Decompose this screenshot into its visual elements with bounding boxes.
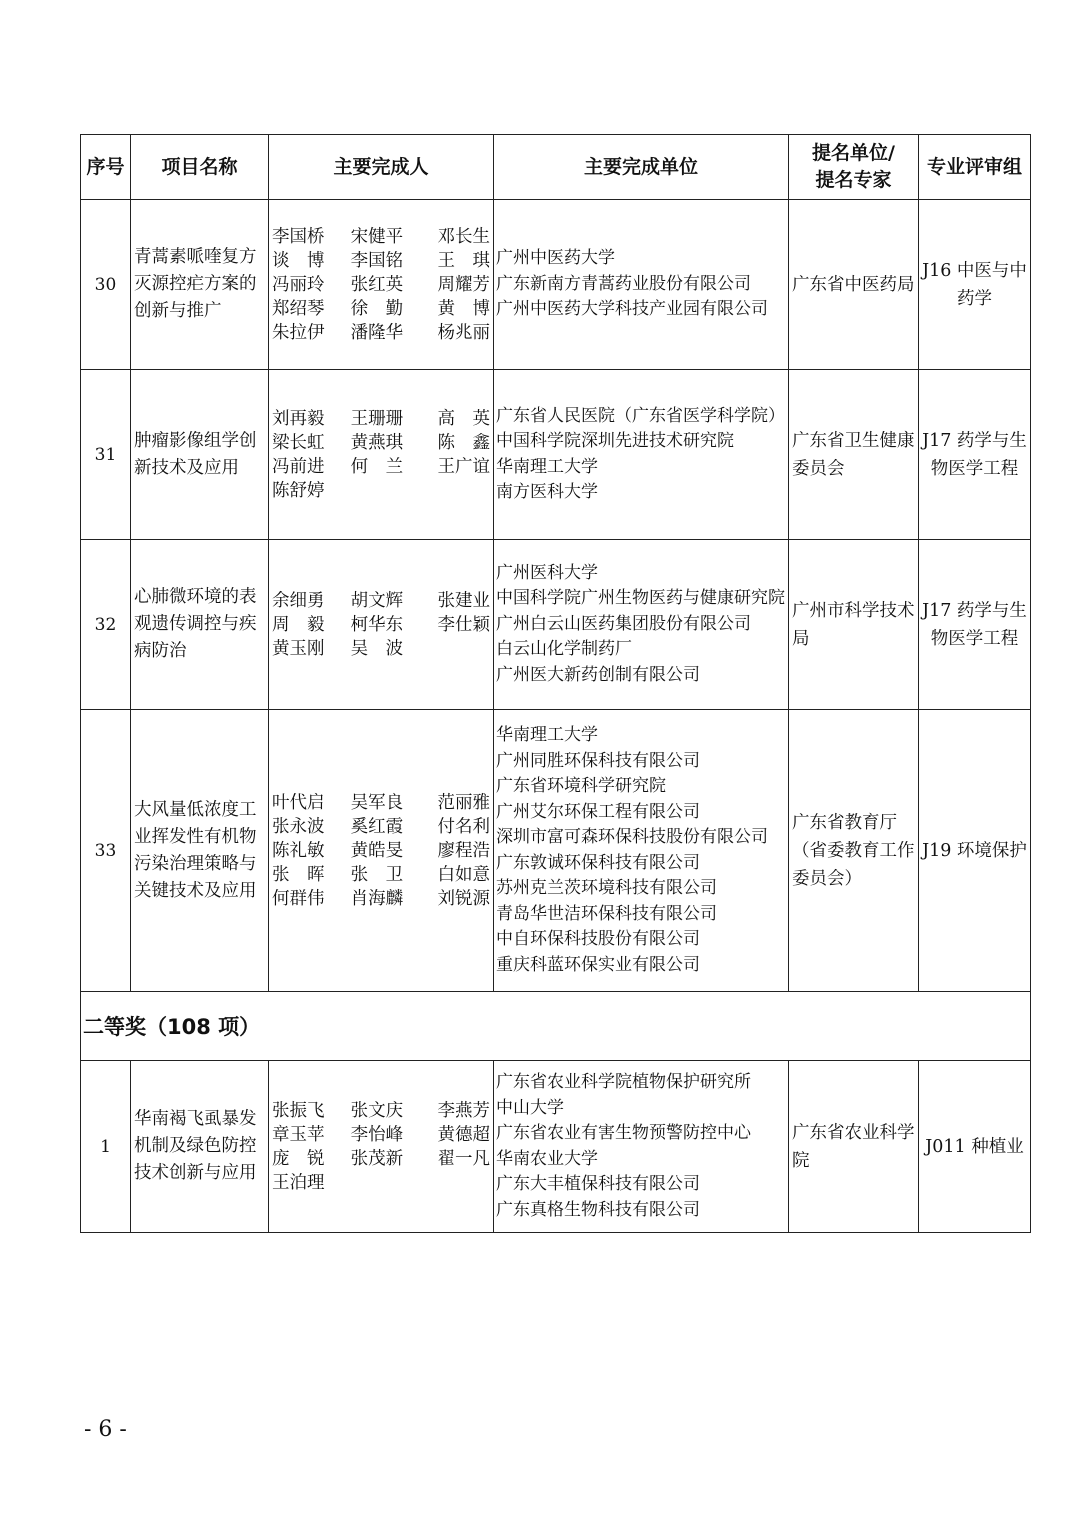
people-list bbox=[272, 791, 490, 911]
unit-name: 广州同胜环保科技有限公司 bbox=[496, 750, 700, 771]
row-review-group: J19 环境保护 bbox=[919, 710, 1031, 992]
unit-name: 广东省环境科学研究院 bbox=[496, 776, 666, 796]
header-nominator-line1: 提名单位/ bbox=[812, 142, 895, 164]
row-review-group: J17 药学与生物医学工程 bbox=[919, 540, 1031, 710]
person-name: 柯华东 bbox=[350, 614, 404, 635]
person-name: 朱拉伊 bbox=[272, 322, 325, 343]
unit-name: 华南理工大学 bbox=[496, 456, 598, 477]
second-prize-section bbox=[81, 992, 1031, 1233]
row-review-group: J16 中医与中药学 bbox=[919, 200, 1031, 370]
person-name: 吴 波 bbox=[350, 638, 404, 659]
table-row bbox=[81, 200, 1031, 370]
person-name: 冯前进 bbox=[272, 456, 325, 477]
row-nominator: 广州市科学技术局 bbox=[789, 540, 919, 710]
section-title: 二等奖（108 项） bbox=[81, 992, 1031, 1061]
row-units bbox=[494, 370, 789, 540]
section-row bbox=[81, 992, 1031, 1061]
person-name: 奚红霞 bbox=[350, 816, 404, 837]
person-name: 刘再毅 bbox=[272, 408, 325, 429]
row-units bbox=[494, 710, 789, 992]
people-list bbox=[272, 589, 490, 661]
row-nominator: 广东省教育厅（省委教育工作委员会） bbox=[789, 710, 919, 992]
unit-name: 中国科学院广州生物医药与健康研究院 bbox=[496, 588, 785, 609]
row-project-name: 大风量低浓度工业挥发性有机物污染治理策略与关键技术及应用 bbox=[131, 710, 269, 992]
header-project-name: 项目名称 bbox=[131, 135, 269, 200]
person-name: 李国桥 bbox=[272, 226, 325, 247]
person-name: 叶代启 bbox=[272, 792, 325, 813]
person-name: 王 琪 bbox=[437, 250, 490, 271]
person-name: 张建业 bbox=[437, 590, 490, 611]
unit-name: 广东新南方青蒿药业股份有限公司 bbox=[496, 273, 751, 294]
unit-name: 白云山化学制药厂 bbox=[496, 639, 632, 660]
person-name: 王广谊 bbox=[437, 456, 490, 477]
row-nominator: 广东省中医药局 bbox=[789, 200, 919, 370]
row-people bbox=[269, 710, 494, 992]
person-name: 廖程浩 bbox=[437, 840, 490, 861]
person-name: 庞 锐 bbox=[272, 1148, 325, 1169]
person-name: 何群伟 bbox=[272, 888, 325, 909]
row-project-name: 肿瘤影像组学创新技术及应用 bbox=[131, 370, 269, 540]
person-name: 张 晖 bbox=[272, 864, 325, 885]
table-body bbox=[81, 200, 1031, 992]
table-row bbox=[81, 370, 1031, 540]
person-name: 翟一凡 bbox=[437, 1148, 490, 1169]
unit-name: 广州医大新药创制有限公司 bbox=[496, 664, 700, 685]
header-seq: 序号 bbox=[81, 135, 131, 200]
person-name: 潘隆华 bbox=[350, 322, 404, 343]
person-name: 陈 鑫 bbox=[437, 432, 490, 453]
unit-name: 华南理工大学 bbox=[496, 725, 598, 745]
row-nominator: 广东省农业科学院 bbox=[789, 1061, 919, 1233]
person-name: 徐 勤 bbox=[350, 298, 404, 319]
person-name: 王珊珊 bbox=[350, 408, 404, 429]
person-name: 吴军良 bbox=[350, 792, 404, 813]
unit-name: 苏州克兰茨环境科技有限公司 bbox=[496, 878, 717, 898]
unit-name: 深圳市富可森环保科技股份有限公司 bbox=[496, 827, 768, 847]
person-name: 黄玉刚 bbox=[272, 638, 325, 659]
person-name: 宋健平 bbox=[350, 226, 404, 247]
unit-name: 广东大丰植保科技有限公司 bbox=[496, 1174, 700, 1194]
person-name: 邓长生 bbox=[437, 226, 490, 247]
person-name: 陈礼敏 bbox=[272, 840, 325, 861]
person-name: 陈舒婷 bbox=[272, 480, 325, 501]
header-review-group: 专业评审组 bbox=[919, 135, 1031, 200]
people-list bbox=[272, 1099, 490, 1195]
person-name: 余细勇 bbox=[272, 590, 325, 611]
person-name: 刘锐源 bbox=[437, 888, 490, 909]
row-seq: 1 bbox=[81, 1061, 131, 1233]
unit-name: 重庆科蓝环保实业有限公司 bbox=[496, 954, 700, 975]
row-review-group: J011 种植业 bbox=[919, 1061, 1031, 1233]
header-main-people: 主要完成人 bbox=[269, 135, 494, 200]
unit-name: 中国科学院深圳先进技术研究院 bbox=[496, 431, 734, 451]
person-name: 张文庆 bbox=[350, 1100, 404, 1121]
person-name: 李怡峰 bbox=[350, 1124, 404, 1145]
person-name: 王泊理 bbox=[272, 1172, 325, 1193]
unit-name: 青岛华世洁环保科技有限公司 bbox=[496, 903, 717, 924]
person-name: 付名利 bbox=[437, 816, 490, 837]
row-project-name: 青蒿素哌喹复方灭源控疟方案的创新与推广 bbox=[131, 200, 269, 370]
person-name: 黄燕琪 bbox=[350, 432, 404, 453]
person-name: 张振飞 bbox=[272, 1100, 325, 1121]
row-units bbox=[494, 540, 789, 710]
table-row bbox=[81, 1061, 1031, 1233]
row-seq: 32 bbox=[81, 540, 131, 710]
table-row bbox=[81, 540, 1031, 710]
person-name: 周 毅 bbox=[272, 614, 325, 635]
person-name: 胡文辉 bbox=[350, 590, 404, 611]
person-name: 黄 博 bbox=[437, 298, 490, 319]
person-name: 李燕芳 bbox=[437, 1100, 490, 1121]
unit-name: 中山大学 bbox=[496, 1097, 564, 1118]
person-name: 张永波 bbox=[272, 816, 325, 837]
table-header-row bbox=[81, 135, 1031, 200]
header-nominator-line2: 提名专家 bbox=[815, 169, 892, 191]
table-row bbox=[81, 710, 1031, 992]
unit-name: 华南农业大学 bbox=[496, 1148, 598, 1169]
row-project-name: 华南褐飞虱暴发机制及绿色防控技术创新与应用 bbox=[131, 1061, 269, 1233]
row-seq: 31 bbox=[81, 370, 131, 540]
row-review-group: J17 药学与生物医学工程 bbox=[919, 370, 1031, 540]
unit-name: 广东省农业科学院植物保护研究所 bbox=[496, 1072, 751, 1092]
person-name: 李仕颖 bbox=[437, 614, 490, 635]
header-main-units: 主要完成单位 bbox=[494, 135, 789, 200]
row-people bbox=[269, 370, 494, 540]
person-name: 张 卫 bbox=[350, 864, 404, 885]
unit-name: 广州白云山医药集团股份有限公司 bbox=[496, 613, 751, 634]
person-name: 杨兆丽 bbox=[437, 322, 490, 343]
unit-name: 广州医科大学 bbox=[496, 562, 598, 583]
person-name: 黄德超 bbox=[437, 1124, 490, 1145]
unit-name: 广东省农业有害生物预警防控中心 bbox=[496, 1123, 751, 1143]
row-people bbox=[269, 540, 494, 710]
people-list bbox=[272, 407, 490, 503]
header-nominator bbox=[789, 135, 919, 200]
person-name: 冯丽玲 bbox=[272, 274, 325, 295]
person-name: 周耀芳 bbox=[437, 274, 490, 295]
row-units bbox=[494, 200, 789, 370]
awards-table bbox=[80, 134, 1031, 1233]
row-people bbox=[269, 200, 494, 370]
unit-name: 中自环保科技股份有限公司 bbox=[496, 929, 700, 949]
page-number: - 6 - bbox=[84, 1417, 127, 1442]
unit-name: 广东省人民医院（广东省医学科学院） bbox=[496, 405, 785, 426]
person-name: 范丽雅 bbox=[437, 792, 490, 813]
people-list bbox=[272, 225, 490, 345]
person-name: 梁长虹 bbox=[272, 432, 325, 453]
row-project-name: 心肺微环境的表观遗传调控与疾病防治 bbox=[131, 540, 269, 710]
person-name: 章玉苹 bbox=[272, 1124, 325, 1145]
row-seq: 33 bbox=[81, 710, 131, 992]
person-name: 张茂新 bbox=[350, 1148, 404, 1169]
unit-name: 广州中医药大学科技产业园有限公司 bbox=[496, 299, 768, 320]
unit-name: 广东真格生物科技有限公司 bbox=[496, 1199, 700, 1220]
person-name: 高 英 bbox=[437, 408, 490, 429]
row-people bbox=[269, 1061, 494, 1233]
person-name: 肖海麟 bbox=[350, 888, 404, 909]
person-name: 张红英 bbox=[350, 274, 404, 295]
unit-name: 广东敦诚环保科技有限公司 bbox=[496, 852, 700, 873]
row-seq: 30 bbox=[81, 200, 131, 370]
unit-name: 广州中医药大学 bbox=[496, 248, 615, 269]
person-name: 白如意 bbox=[437, 864, 490, 885]
person-name: 何 兰 bbox=[350, 456, 404, 477]
unit-name: 广州艾尔环保工程有限公司 bbox=[496, 801, 700, 822]
row-nominator: 广东省卫生健康委员会 bbox=[789, 370, 919, 540]
row-units bbox=[494, 1061, 789, 1233]
person-name: 谈 博 bbox=[272, 250, 325, 271]
unit-name: 南方医科大学 bbox=[496, 482, 598, 502]
person-name: 郑绍琴 bbox=[272, 298, 325, 319]
person-name: 李国铭 bbox=[350, 250, 404, 271]
person-name: 黄皓旻 bbox=[350, 840, 404, 861]
